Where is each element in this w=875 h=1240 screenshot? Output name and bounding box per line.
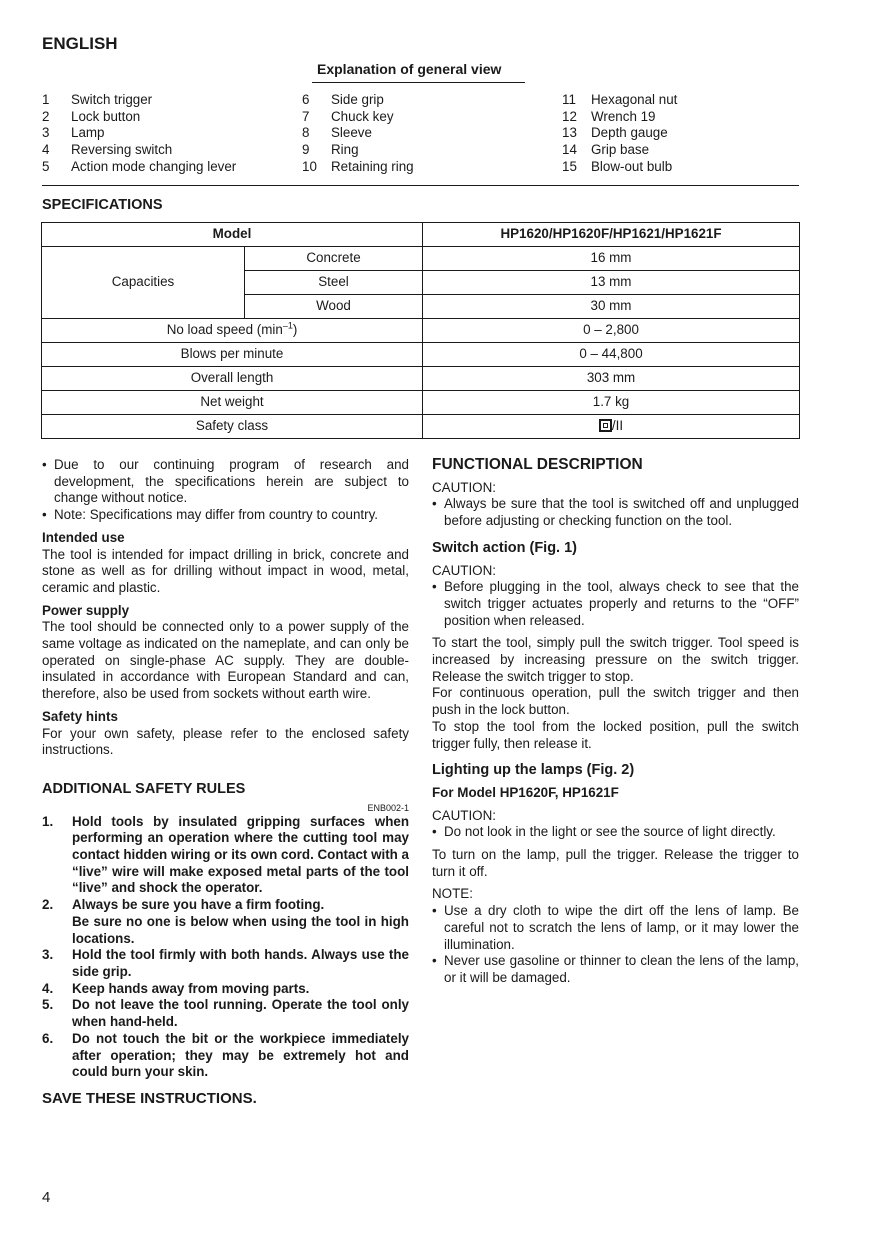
part-item: 15 Blow-out bulb: [562, 158, 673, 174]
safety-class-value: /II: [423, 415, 800, 439]
specifications-heading: SPECIFICATIONS: [42, 197, 163, 213]
capacity-value: 16 mm: [423, 247, 800, 271]
list-item: • Never use gasoline or thinner to clean the lens of the lamp, or it will be damaged.: [432, 953, 799, 986]
safety-rule: 4. Keep hands away from moving parts.: [42, 980, 310, 996]
safety-class-label: Safety class: [42, 415, 423, 439]
list-item: • Note: Specifications may differ from country to country.: [42, 507, 409, 524]
safety-rule: 3. Hold the tool firmly with both hands. Always use the side grip.: [42, 947, 409, 979]
table-row: [42, 367, 800, 391]
list-item: • Due to our continuing program of research and development, the specifications herein are subject to change without notice.: [42, 457, 409, 507]
caution-label: CAUTION:: [432, 562, 496, 578]
section-divider: [42, 185, 799, 186]
switch-text: To start the tool, simply pull the switch trigger. Tool speed is increased by increasing pressure on the switch trigger. Release the switch trigger to stop.: [432, 635, 799, 684]
list-item: • Use a dry cloth to wipe the dirt off the lens of lamp. Be careful not to scratch the lens of lamp, or it may lower the illumination.: [432, 903, 799, 953]
parts-column-2: [302, 92, 414, 175]
language-heading: ENGLISH: [42, 34, 118, 53]
general-view-title: Explanation of general view: [317, 61, 502, 77]
power-supply-text: The tool should be connected only to a power supply of the same voltage as indicated on the nameplate, and can only be operated on single-phase AC supply. They are double-insulated in accordance with European Standard and can, therefore, also be used from sockets without earth wire.: [42, 619, 409, 702]
safety-rule: 1. Hold tools by insulated gripping surfaces when performing an operation where the cutting tool may contact hidden wiring or its own cord. Contact with a “live” wire will make exposed metal parts of the tool “live” and shock the operator.: [42, 813, 410, 896]
save-instructions: SAVE THESE INSTRUCTIONS.: [42, 1089, 257, 1107]
caution-label: CAUTION:: [432, 807, 496, 823]
note-label: NOTE:: [432, 886, 473, 902]
part-item: 4 Reversing switch: [42, 142, 173, 158]
capacity-value: 13 mm: [423, 271, 800, 295]
part-item: 3 Lamp: [42, 125, 105, 141]
table-row: [42, 223, 800, 247]
part-item: 10 Retaining ring: [302, 158, 414, 174]
safety-rule: 6. Do not touch the bit or the workpiece immediately after operation; they may be extremely hot and could burn your skin.: [42, 1030, 409, 1080]
safety-rule: 2. Always be sure you have a firm footing. Be sure no one is below when using the tool in high locations.: [42, 897, 409, 946]
right-column: [432, 457, 799, 987]
table-row: [42, 319, 800, 343]
blows-value: 0 – 44,800: [423, 343, 800, 367]
list-item: • Always be sure that the tool is switched off and unplugged before adjusting or checking function on the tool.: [432, 496, 799, 529]
safety-hints-text: For your own safety, please refer to the enclosed safety instructions.: [42, 725, 409, 758]
part-item: 5 Action mode changing lever: [42, 158, 237, 174]
safety-rule: 5. Do not leave the tool running. Operate the tool only when hand-held.: [42, 997, 409, 1030]
part-item: 8 Sleeve: [302, 125, 372, 141]
page-number: 4: [42, 1189, 51, 1206]
table-row: [42, 343, 800, 367]
blows-label: Blows per minute: [42, 343, 423, 367]
capacities-label: Capacities: [42, 247, 245, 319]
part-item: 11 Hexagonal nut: [562, 92, 678, 107]
net-weight-label: Net weight: [42, 391, 423, 415]
net-weight-value: 1.7 kg: [423, 391, 800, 415]
part-item: 13 Depth gauge: [562, 125, 668, 141]
table-row: [42, 391, 800, 415]
parts-column-1: [42, 92, 236, 175]
lamps-heading: Lighting up the lamps (Fig. 2): [432, 762, 635, 779]
part-item: 7 Chuck key: [302, 108, 394, 124]
switch-text: For continuous operation, pull the switch trigger and then push in the lock button.: [432, 685, 799, 718]
part-item: 6 Side grip: [302, 92, 384, 107]
safety-rules-heading: ADDITIONAL SAFETY RULES: [42, 780, 246, 797]
model-value: HP1620/HP1620F/HP1621/HP1621F: [423, 223, 800, 247]
intended-use-text: The tool is intended for impact drilling in brick, concrete and stone as well as for drilling without impact in wood, metal, ceramic and plastic.: [42, 546, 409, 595]
capacity-material: Concrete: [245, 247, 423, 271]
list-item: • Do not look in the light or see the source of light directly.: [432, 824, 799, 841]
caution-label: CAUTION:: [432, 479, 496, 495]
functional-description-heading: FUNCTIONAL DESCRIPTION: [432, 456, 643, 473]
switch-text: To stop the tool from the locked position, pull the switch trigger fully, then release it.: [432, 718, 799, 751]
specifications-table: [41, 222, 800, 439]
table-row: [42, 415, 800, 439]
model-label: Model: [42, 223, 423, 247]
table-row: [42, 247, 800, 271]
part-item: 1 Switch trigger: [42, 92, 153, 107]
left-column: [42, 457, 409, 1108]
part-item: 12 Wrench 19: [562, 108, 656, 124]
list-item: • Before plugging in the tool, always check to see that the switch trigger actuates properly and returns to the “OFF” position when released.: [432, 579, 799, 629]
part-item: 2 Lock button: [42, 108, 141, 124]
lamp-text: To turn on the lamp, pull the trigger. Release the trigger to turn it off.: [432, 847, 799, 879]
lamp-model-subheading: For Model HP1620F, HP1621F: [432, 784, 619, 800]
switch-action-heading: Switch action (Fig. 1): [432, 539, 578, 556]
safety-hints-heading: Safety hints: [42, 708, 118, 724]
title-underline: [312, 82, 525, 83]
no-load-speed-value: 0 – 2,800: [423, 319, 800, 343]
capacity-material: Steel: [245, 271, 423, 295]
capacity-material: Wood: [245, 295, 423, 319]
no-load-speed-label: No load speed $(\min^{-1})$: [42, 319, 423, 343]
document-code: ENB002-1: [367, 802, 409, 813]
double-insulation-icon: [599, 419, 612, 432]
parts-column-3: [562, 92, 677, 175]
part-item: 9 Ring: [302, 142, 359, 158]
intended-use-heading: Intended use: [42, 529, 125, 545]
overall-length-value: 303 mm: [423, 367, 800, 391]
overall-length-label: Overall length: [42, 367, 423, 391]
part-item: 14 Grip base: [562, 142, 650, 158]
capacity-value: 30 mm: [423, 295, 800, 319]
power-supply-heading: Power supply: [42, 602, 130, 618]
